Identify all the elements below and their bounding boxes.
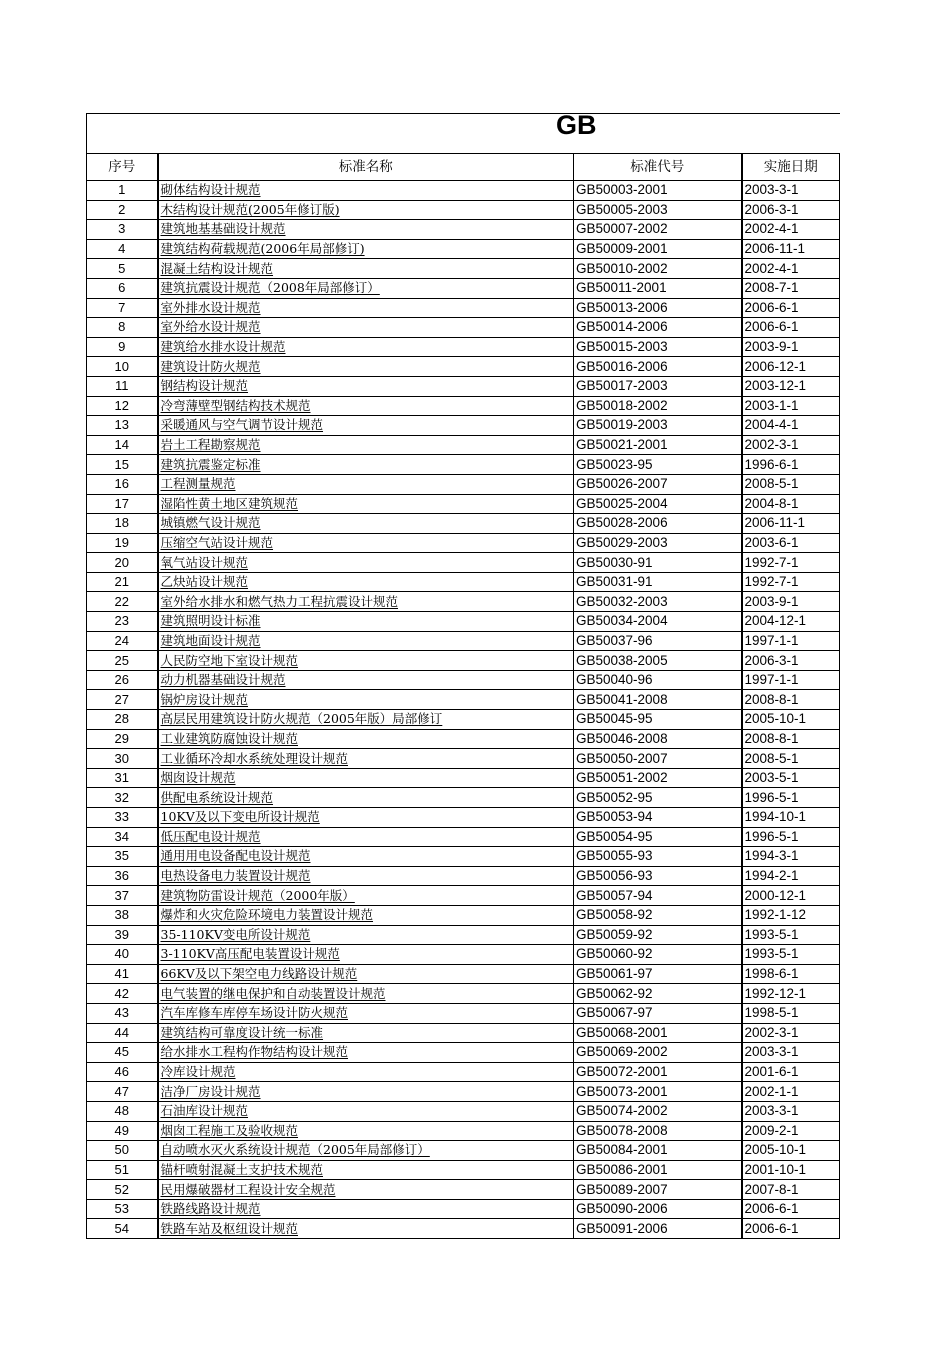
- table-row: [87, 1160, 840, 1180]
- effective-date: 2003-5-1: [742, 768, 840, 788]
- table-row: [87, 1199, 840, 1219]
- effective-date: 2005-10-1: [742, 710, 840, 730]
- standard-name-link[interactable]: 3-110KV高压配电装置设计规范: [158, 945, 574, 965]
- effective-date: 2005-10-1: [742, 1141, 840, 1161]
- row-number: 22: [87, 592, 158, 612]
- standard-code: GB50060-92: [574, 945, 742, 965]
- table-row: [87, 376, 840, 396]
- table-row: [87, 474, 840, 494]
- standard-name-link[interactable]: 混凝土结构设计规范: [158, 259, 574, 279]
- row-number: 17: [87, 494, 158, 514]
- table-row: [87, 670, 840, 690]
- row-number: 34: [87, 827, 158, 847]
- effective-date: 2003-3-1: [742, 181, 840, 201]
- row-number: 8: [87, 318, 158, 338]
- effective-date: 2008-5-1: [742, 474, 840, 494]
- standard-name-link[interactable]: 电热设备电力装置设计规范: [158, 866, 574, 886]
- row-number: 52: [87, 1180, 158, 1200]
- effective-date: 2008-7-1: [742, 278, 840, 298]
- effective-date: 2001-10-1: [742, 1160, 840, 1180]
- row-number: 25: [87, 651, 158, 671]
- effective-date: 2006-11-1: [742, 239, 840, 259]
- standard-code: GB50007-2002: [574, 220, 742, 240]
- standard-name-link[interactable]: 低压配电设计规范: [158, 827, 574, 847]
- standard-code: GB50021-2001: [574, 435, 742, 455]
- effective-date: 1996-6-1: [742, 455, 840, 475]
- standard-code: GB50025-2004: [574, 494, 742, 514]
- effective-date: 1992-7-1: [742, 572, 840, 592]
- table-row: [87, 1003, 840, 1023]
- table-row: [87, 1101, 840, 1121]
- standard-code: GB50003-2001: [574, 181, 742, 201]
- standard-name-link[interactable]: 锚杆喷射混凝土支护技术规范: [158, 1160, 574, 1180]
- row-number: 14: [87, 435, 158, 455]
- row-number: 44: [87, 1023, 158, 1043]
- row-number: 1: [87, 181, 158, 201]
- row-number: 7: [87, 298, 158, 318]
- table-row: [87, 1043, 840, 1063]
- title-row: [87, 110, 840, 153]
- effective-date: 1993-5-1: [742, 925, 840, 945]
- effective-date: 2003-12-1: [742, 376, 840, 396]
- row-number: 16: [87, 474, 158, 494]
- standards-sheet: [86, 110, 840, 1239]
- standard-code: GB50062-92: [574, 984, 742, 1004]
- standard-code: GB50057-94: [574, 886, 742, 906]
- effective-date: 2009-2-1: [742, 1121, 840, 1141]
- standard-name-link[interactable]: 烟囱工程施工及验收规范: [158, 1121, 574, 1141]
- table-row: [87, 1023, 840, 1043]
- table-row: [87, 298, 840, 318]
- effective-date: 2002-4-1: [742, 220, 840, 240]
- row-number: 23: [87, 612, 158, 632]
- effective-date: 1994-3-1: [742, 847, 840, 867]
- standard-code: GB50054-95: [574, 827, 742, 847]
- row-number: 9: [87, 337, 158, 357]
- effective-date: 1992-12-1: [742, 984, 840, 1004]
- standard-code: GB50052-95: [574, 788, 742, 808]
- table-row: [87, 592, 840, 612]
- standard-code: GB50034-2004: [574, 612, 742, 632]
- standard-name-link[interactable]: 爆炸和火灾危险环境电力装置设计规范: [158, 905, 574, 925]
- table-row: [87, 866, 840, 886]
- header-name: 标准名称: [158, 154, 574, 181]
- standard-code: GB50091-2006: [574, 1219, 742, 1239]
- standard-name-link[interactable]: 建筑结构荷载规范(2006年局部修订): [158, 239, 574, 259]
- table-row: [87, 455, 840, 475]
- row-number: 12: [87, 396, 158, 416]
- standard-code: GB50058-92: [574, 905, 742, 925]
- standard-name-link[interactable]: 室外给水设计规范: [158, 318, 574, 338]
- standard-code: GB50005-2003: [574, 200, 742, 220]
- standard-code: GB50046-2008: [574, 729, 742, 749]
- effective-date: 2004-12-1: [742, 612, 840, 632]
- standard-name-link[interactable]: 民用爆破器材工程设计安全规范: [158, 1180, 574, 1200]
- table-row: [87, 710, 840, 730]
- row-number: 26: [87, 670, 158, 690]
- standard-code: GB50038-2005: [574, 651, 742, 671]
- row-number: 50: [87, 1141, 158, 1161]
- standard-name-link[interactable]: 电气装置的继电保护和自动装置设计规范: [158, 984, 574, 1004]
- effective-date: 2006-11-1: [742, 514, 840, 534]
- standard-name-link[interactable]: 压缩空气站设计规范: [158, 533, 574, 553]
- table-row: [87, 220, 840, 240]
- standard-name-link[interactable]: 工程测量规范: [158, 474, 574, 494]
- table-row: [87, 729, 840, 749]
- row-number: 33: [87, 808, 158, 828]
- row-number: 45: [87, 1043, 158, 1063]
- standard-code: GB50009-2001: [574, 239, 742, 259]
- table-row: [87, 1180, 840, 1200]
- effective-date: 2003-9-1: [742, 337, 840, 357]
- row-number: 36: [87, 866, 158, 886]
- table-row: [87, 847, 840, 867]
- standard-name-link[interactable]: 建筑照明设计标准: [158, 612, 574, 632]
- table-row: [87, 1082, 840, 1102]
- effective-date: 2001-6-1: [742, 1062, 840, 1082]
- standard-name-link[interactable]: 铁路车站及枢纽设计规范: [158, 1219, 574, 1239]
- standard-name-link[interactable]: 岩土工程勘察规范: [158, 435, 574, 455]
- table-row: [87, 1062, 840, 1082]
- effective-date: 2004-8-1: [742, 494, 840, 514]
- standard-code: GB50089-2007: [574, 1180, 742, 1200]
- table-row: [87, 259, 840, 279]
- table-row: [87, 749, 840, 769]
- row-number: 10: [87, 357, 158, 377]
- standard-name-link[interactable]: 建筑设计防火规范: [158, 357, 574, 377]
- table-row: [87, 827, 840, 847]
- row-number: 41: [87, 964, 158, 984]
- standard-code: GB50040-96: [574, 670, 742, 690]
- standard-name-link[interactable]: 给水排水工程构作物结构设计规范: [158, 1043, 574, 1063]
- effective-date: 1993-5-1: [742, 945, 840, 965]
- standard-code: GB50086-2001: [574, 1160, 742, 1180]
- row-number: 30: [87, 749, 158, 769]
- table-row: [87, 181, 840, 201]
- standard-name-link[interactable]: 锅炉房设计规范: [158, 690, 574, 710]
- table-row: [87, 533, 840, 553]
- table-row: [87, 631, 840, 651]
- table-row: [87, 278, 840, 298]
- standard-code: GB50019-2003: [574, 416, 742, 436]
- standard-name-link[interactable]: 铁路线路设计规范: [158, 1199, 574, 1219]
- table-row: [87, 553, 840, 573]
- table-row: [87, 788, 840, 808]
- effective-date: 2006-6-1: [742, 318, 840, 338]
- row-number: 37: [87, 886, 158, 906]
- standard-name-link[interactable]: 工业循环冷却水系统处理设计规范: [158, 749, 574, 769]
- standard-name-link[interactable]: 通用用电设备配电设计规范: [158, 847, 574, 867]
- effective-date: 1996-5-1: [742, 788, 840, 808]
- standard-code: GB50073-2001: [574, 1082, 742, 1102]
- table-row: [87, 572, 840, 592]
- row-number: 40: [87, 945, 158, 965]
- row-number: 29: [87, 729, 158, 749]
- table-row: [87, 416, 840, 436]
- standard-name-link[interactable]: 洁净厂房设计规范: [158, 1082, 574, 1102]
- table-row: [87, 200, 840, 220]
- standard-name-link[interactable]: 人民防空地下室设计规范: [158, 651, 574, 671]
- standard-code: GB50090-2006: [574, 1199, 742, 1219]
- standard-code: GB50016-2006: [574, 357, 742, 377]
- effective-date: 2002-3-1: [742, 1023, 840, 1043]
- effective-date: 1996-5-1: [742, 827, 840, 847]
- table-row: [87, 357, 840, 377]
- table-row: [87, 690, 840, 710]
- standard-code: GB50023-95: [574, 455, 742, 475]
- row-number: 20: [87, 553, 158, 573]
- standard-code: GB50028-2006: [574, 514, 742, 534]
- row-number: 32: [87, 788, 158, 808]
- effective-date: 2003-9-1: [742, 592, 840, 612]
- effective-date: 2000-12-1: [742, 886, 840, 906]
- standard-code: GB50059-92: [574, 925, 742, 945]
- standard-name-link[interactable]: 氧气站设计规范: [158, 553, 574, 573]
- standard-code: GB50041-2008: [574, 690, 742, 710]
- row-number: 28: [87, 710, 158, 730]
- standard-code: GB50018-2002: [574, 396, 742, 416]
- effective-date: 1994-10-1: [742, 808, 840, 828]
- row-number: 53: [87, 1199, 158, 1219]
- effective-date: 2006-12-1: [742, 357, 840, 377]
- effective-date: 2008-8-1: [742, 729, 840, 749]
- row-number: 6: [87, 278, 158, 298]
- row-number: 11: [87, 376, 158, 396]
- table-row: [87, 945, 840, 965]
- table-row: [87, 1121, 840, 1141]
- standard-code: GB50014-2006: [574, 318, 742, 338]
- standard-name-link[interactable]: 冷库设计规范: [158, 1062, 574, 1082]
- standard-code: GB50061-97: [574, 964, 742, 984]
- row-number: 19: [87, 533, 158, 553]
- table-row: [87, 984, 840, 1004]
- standard-code: GB50029-2003: [574, 533, 742, 553]
- standard-code: GB50055-93: [574, 847, 742, 867]
- table-row: [87, 808, 840, 828]
- standard-code: GB50068-2001: [574, 1023, 742, 1043]
- table-row: [87, 651, 840, 671]
- effective-date: 1992-1-12: [742, 905, 840, 925]
- standard-code: GB50011-2001: [574, 278, 742, 298]
- effective-date: 2007-8-1: [742, 1180, 840, 1200]
- table-row: [87, 337, 840, 357]
- row-number: 54: [87, 1219, 158, 1239]
- standard-code: GB50056-93: [574, 866, 742, 886]
- standard-code: GB50050-2007: [574, 749, 742, 769]
- standards-table: [86, 153, 840, 1239]
- effective-date: 2008-8-1: [742, 690, 840, 710]
- row-number: 35: [87, 847, 158, 867]
- effective-date: 2003-6-1: [742, 533, 840, 553]
- row-number: 47: [87, 1082, 158, 1102]
- table-row: [87, 905, 840, 925]
- standard-name-link[interactable]: 钢结构设计规范: [158, 376, 574, 396]
- table-row: [87, 494, 840, 514]
- table-row: [87, 1141, 840, 1161]
- standard-name-link[interactable]: 供配电系统设计规范: [158, 788, 574, 808]
- table-body: [87, 181, 840, 1239]
- sheet-title: GB: [556, 110, 597, 140]
- row-number: 38: [87, 905, 158, 925]
- effective-date: 2004-4-1: [742, 416, 840, 436]
- table-row: [87, 435, 840, 455]
- table-row: [87, 612, 840, 632]
- row-number: 4: [87, 239, 158, 259]
- standard-name-link[interactable]: 城镇燃气设计规范: [158, 514, 574, 534]
- effective-date: 2006-6-1: [742, 1199, 840, 1219]
- table-row: [87, 925, 840, 945]
- effective-date: 2003-1-1: [742, 396, 840, 416]
- standard-name-link[interactable]: 建筑地面设计规范: [158, 631, 574, 651]
- standard-code: GB50074-2002: [574, 1101, 742, 1121]
- header-code: 标准代号: [574, 154, 742, 181]
- header-row: [87, 154, 840, 181]
- row-number: 42: [87, 984, 158, 1004]
- standard-code: GB50051-2002: [574, 768, 742, 788]
- standard-code: GB50072-2001: [574, 1062, 742, 1082]
- standard-name-link[interactable]: 木结构设计规范(2005年修订版): [158, 200, 574, 220]
- effective-date: 2006-3-1: [742, 651, 840, 671]
- table-row: [87, 396, 840, 416]
- row-number: 49: [87, 1121, 158, 1141]
- standard-name-link[interactable]: 建筑抗震鉴定标准: [158, 455, 574, 475]
- standard-code: GB50026-2007: [574, 474, 742, 494]
- standard-code: GB50032-2003: [574, 592, 742, 612]
- effective-date: 1998-5-1: [742, 1003, 840, 1023]
- row-number: 46: [87, 1062, 158, 1082]
- effective-date: 2002-3-1: [742, 435, 840, 455]
- row-number: 21: [87, 572, 158, 592]
- table-row: [87, 886, 840, 906]
- effective-date: 1992-7-1: [742, 553, 840, 573]
- row-number: 39: [87, 925, 158, 945]
- effective-date: 2006-3-1: [742, 200, 840, 220]
- standard-name-link[interactable]: 室外排水设计规范: [158, 298, 574, 318]
- row-number: 13: [87, 416, 158, 436]
- standard-name-link[interactable]: 自动喷水灭火系统设计规范（2005年局部修订）: [158, 1141, 574, 1161]
- row-number: 27: [87, 690, 158, 710]
- standard-code: GB50010-2002: [574, 259, 742, 279]
- standard-name-link[interactable]: 建筑结构可靠度设计统一标准: [158, 1023, 574, 1043]
- standard-name-link[interactable]: 高层民用建筑设计防火规范（2005年版）局部修订: [158, 710, 574, 730]
- effective-date: 2006-6-1: [742, 1219, 840, 1239]
- row-number: 5: [87, 259, 158, 279]
- standard-name-link[interactable]: 烟囱设计规范: [158, 768, 574, 788]
- standard-name-link[interactable]: 动力机器基础设计规范: [158, 670, 574, 690]
- standard-name-link[interactable]: 10KV及以下变电所设计规范: [158, 808, 574, 828]
- row-number: 31: [87, 768, 158, 788]
- row-number: 18: [87, 514, 158, 534]
- standard-name-link[interactable]: 砌体结构设计规范: [158, 181, 574, 201]
- standard-code: GB50013-2006: [574, 298, 742, 318]
- standard-name-link[interactable]: 建筑抗震设计规范（2008年局部修订）: [158, 278, 574, 298]
- effective-date: 2006-6-1: [742, 298, 840, 318]
- standard-name-link[interactable]: 工业建筑防腐蚀设计规范: [158, 729, 574, 749]
- effective-date: 2008-5-1: [742, 749, 840, 769]
- standard-code: GB50069-2002: [574, 1043, 742, 1063]
- standard-code: GB50053-94: [574, 808, 742, 828]
- effective-date: 2002-4-1: [742, 259, 840, 279]
- row-number: 51: [87, 1160, 158, 1180]
- standard-code: GB50037-96: [574, 631, 742, 651]
- standard-name-link[interactable]: 石油库设计规范: [158, 1101, 574, 1121]
- standard-code: GB50045-95: [574, 710, 742, 730]
- standard-name-link[interactable]: 建筑物防雷设计规范（2000年版）: [158, 886, 574, 906]
- effective-date: 2002-1-1: [742, 1082, 840, 1102]
- standard-code: GB50078-2008: [574, 1121, 742, 1141]
- standard-name-link[interactable]: 冷弯薄壁型钢结构技术规范: [158, 396, 574, 416]
- effective-date: 2003-3-1: [742, 1043, 840, 1063]
- standard-name-link[interactable]: 建筑给水排水设计规范: [158, 337, 574, 357]
- table-row: [87, 768, 840, 788]
- effective-date: 1997-1-1: [742, 670, 840, 690]
- row-number: 43: [87, 1003, 158, 1023]
- table-row: [87, 964, 840, 984]
- effective-date: 2003-3-1: [742, 1101, 840, 1121]
- table-row: [87, 1219, 840, 1239]
- row-number: 3: [87, 220, 158, 240]
- effective-date: 1998-6-1: [742, 964, 840, 984]
- standard-code: GB50017-2003: [574, 376, 742, 396]
- effective-date: 1997-1-1: [742, 631, 840, 651]
- row-number: 2: [87, 200, 158, 220]
- standard-name-link[interactable]: 湿陷性黄土地区建筑规范: [158, 494, 574, 514]
- row-number: 15: [87, 455, 158, 475]
- standard-code: GB50067-97: [574, 1003, 742, 1023]
- standard-name-link[interactable]: 采暖通风与空气调节设计规范: [158, 416, 574, 436]
- row-number: 24: [87, 631, 158, 651]
- standard-code: GB50015-2003: [574, 337, 742, 357]
- standard-name-link[interactable]: 66KV及以下架空电力线路设计规范: [158, 964, 574, 984]
- table-row: [87, 239, 840, 259]
- table-row: [87, 318, 840, 338]
- standard-name-link[interactable]: 汽车库修车库停车场设计防火规范: [158, 1003, 574, 1023]
- standard-name-link[interactable]: 乙炔站设计规范: [158, 572, 574, 592]
- standard-name-link[interactable]: 建筑地基基础设计规范: [158, 220, 574, 240]
- header-date: 实施日期: [742, 154, 840, 181]
- standard-code: GB50031-91: [574, 572, 742, 592]
- standard-code: GB50030-91: [574, 553, 742, 573]
- standard-name-link[interactable]: 室外给水排水和燃气热力工程抗震设计规范: [158, 592, 574, 612]
- standard-code: GB50084-2001: [574, 1141, 742, 1161]
- table-row: [87, 514, 840, 534]
- effective-date: 1994-2-1: [742, 866, 840, 886]
- standard-name-link[interactable]: 35-110KV变电所设计规范: [158, 925, 574, 945]
- header-no: 序号: [87, 154, 158, 181]
- row-number: 48: [87, 1101, 158, 1121]
